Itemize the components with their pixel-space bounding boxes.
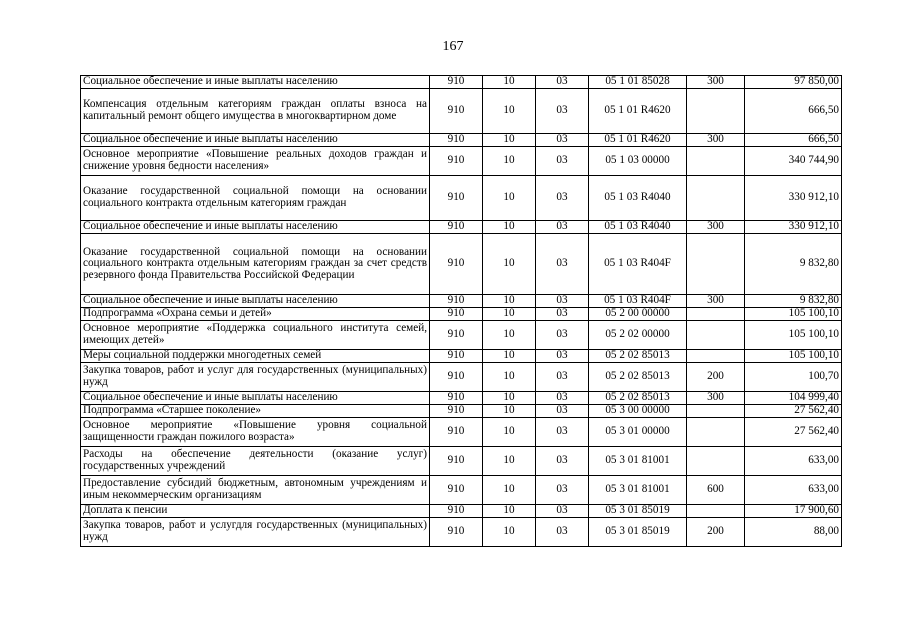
amount: 100,70 bbox=[745, 363, 842, 392]
ministry-code: 910 bbox=[430, 308, 483, 321]
ministry-code: 910 bbox=[430, 89, 483, 134]
expense-type bbox=[687, 147, 745, 176]
ministry-code: 910 bbox=[430, 447, 483, 476]
section-code: 10 bbox=[483, 392, 536, 405]
target-article: 05 1 03 00000 bbox=[589, 147, 687, 176]
table-row bbox=[81, 505, 842, 518]
row-name: Социальное обеспечение и иные выплаты населению bbox=[81, 392, 430, 405]
amount: 27 562,40 bbox=[745, 405, 842, 418]
target-article: 05 2 02 85013 bbox=[589, 363, 687, 392]
target-article: 05 1 03 R4040 bbox=[589, 221, 687, 234]
ministry-code: 910 bbox=[430, 295, 483, 308]
row-name: Социальное обеспечение и иные выплаты населению bbox=[81, 134, 430, 147]
ministry-code: 910 bbox=[430, 176, 483, 221]
target-article: 05 1 01 R4620 bbox=[589, 134, 687, 147]
table-row bbox=[81, 518, 842, 547]
expense-type bbox=[687, 447, 745, 476]
table-row bbox=[81, 476, 842, 505]
expense-type bbox=[687, 176, 745, 221]
section-code: 10 bbox=[483, 76, 536, 89]
subsection-code: 03 bbox=[536, 447, 589, 476]
row-name: Оказание государственной социальной помощи на основании социального контракта отдельным категориям граждан bbox=[81, 176, 430, 221]
section-code: 10 bbox=[483, 418, 536, 447]
section-code: 10 bbox=[483, 350, 536, 363]
subsection-code: 03 bbox=[536, 221, 589, 234]
target-article: 05 1 03 R4040 bbox=[589, 176, 687, 221]
subsection-code: 03 bbox=[536, 308, 589, 321]
section-code: 10 bbox=[483, 89, 536, 134]
target-article: 05 3 00 00000 bbox=[589, 405, 687, 418]
target-article: 05 2 02 00000 bbox=[589, 321, 687, 350]
section-code: 10 bbox=[483, 308, 536, 321]
table-row bbox=[81, 134, 842, 147]
ministry-code: 910 bbox=[430, 76, 483, 89]
page-number: 167 bbox=[442, 39, 464, 54]
budget-table-body bbox=[81, 76, 842, 547]
section-code: 10 bbox=[483, 476, 536, 505]
amount: 9 832,80 bbox=[745, 234, 842, 295]
amount: 330 912,10 bbox=[745, 221, 842, 234]
table-row bbox=[81, 418, 842, 447]
target-article: 05 3 01 81001 bbox=[589, 476, 687, 505]
expense-type: 300 bbox=[687, 134, 745, 147]
table-row bbox=[81, 89, 842, 134]
table-row bbox=[81, 147, 842, 176]
target-article: 05 3 01 85019 bbox=[589, 518, 687, 547]
section-code: 10 bbox=[483, 447, 536, 476]
row-name: Закупка товаров, работ и услуг для государственных (муниципальных) нужд bbox=[81, 363, 430, 392]
ministry-code: 910 bbox=[430, 418, 483, 447]
table-row bbox=[81, 321, 842, 350]
row-name: Меры социальной поддержки многодетных семей bbox=[81, 350, 430, 363]
target-article: 05 3 01 81001 bbox=[589, 447, 687, 476]
subsection-code: 03 bbox=[536, 89, 589, 134]
ministry-code: 910 bbox=[430, 518, 483, 547]
target-article: 05 2 00 00000 bbox=[589, 308, 687, 321]
expense-type bbox=[687, 350, 745, 363]
table-row bbox=[81, 447, 842, 476]
ministry-code: 910 bbox=[430, 321, 483, 350]
section-code: 10 bbox=[483, 221, 536, 234]
section-code: 10 bbox=[483, 405, 536, 418]
table-row bbox=[81, 76, 842, 89]
target-article: 05 1 03 R404F bbox=[589, 234, 687, 295]
expense-type: 300 bbox=[687, 76, 745, 89]
subsection-code: 03 bbox=[536, 350, 589, 363]
row-name: Основное мероприятие «Повышение уровня социальной защищенности граждан пожилого возраста» bbox=[81, 418, 430, 447]
amount: 666,50 bbox=[745, 134, 842, 147]
expense-type: 300 bbox=[687, 295, 745, 308]
amount: 104 999,40 bbox=[745, 392, 842, 405]
subsection-code: 03 bbox=[536, 321, 589, 350]
section-code: 10 bbox=[483, 234, 536, 295]
section-code: 10 bbox=[483, 518, 536, 547]
section-code: 10 bbox=[483, 505, 536, 518]
target-article: 05 1 01 85028 bbox=[589, 76, 687, 89]
amount: 105 100,10 bbox=[745, 350, 842, 363]
subsection-code: 03 bbox=[536, 518, 589, 547]
ministry-code: 910 bbox=[430, 392, 483, 405]
row-name: Компенсация отдельным категориям граждан оплаты взноса на капитальный ремонт общего имущества в многоквартирном доме bbox=[81, 89, 430, 134]
amount: 9 832,80 bbox=[745, 295, 842, 308]
amount: 666,50 bbox=[745, 89, 842, 134]
expense-type bbox=[687, 234, 745, 295]
expense-type bbox=[687, 89, 745, 134]
section-code: 10 bbox=[483, 176, 536, 221]
row-name: Оказание государственной социальной помощи на основании социального контракта отдельным категориям граждан за счет средств резервного фонда Правительства Российской Федерации bbox=[81, 234, 430, 295]
ministry-code: 910 bbox=[430, 234, 483, 295]
ministry-code: 910 bbox=[430, 221, 483, 234]
section-code: 10 bbox=[483, 134, 536, 147]
expense-type bbox=[687, 505, 745, 518]
amount: 97 850,00 bbox=[745, 76, 842, 89]
ministry-code: 910 bbox=[430, 505, 483, 518]
subsection-code: 03 bbox=[536, 76, 589, 89]
subsection-code: 03 bbox=[536, 476, 589, 505]
table-row bbox=[81, 308, 842, 321]
row-name: Закупка товаров, работ и услугдля государственных (муниципальных) нужд bbox=[81, 518, 430, 547]
table-row bbox=[81, 295, 842, 308]
expense-type: 600 bbox=[687, 476, 745, 505]
table-row bbox=[81, 234, 842, 295]
table-row bbox=[81, 392, 842, 405]
amount: 105 100,10 bbox=[745, 321, 842, 350]
subsection-code: 03 bbox=[536, 134, 589, 147]
target-article: 05 2 02 85013 bbox=[589, 350, 687, 363]
section-code: 10 bbox=[483, 363, 536, 392]
row-name: Основное мероприятие «Повышение реальных доходов граждан и снижение уровня бедности населения» bbox=[81, 147, 430, 176]
table-row bbox=[81, 176, 842, 221]
row-name: Расходы на обеспечение деятельности (оказание услуг) государственных учреждений bbox=[81, 447, 430, 476]
ministry-code: 910 bbox=[430, 405, 483, 418]
amount: 27 562,40 bbox=[745, 418, 842, 447]
section-code: 10 bbox=[483, 295, 536, 308]
row-name: Предоставление субсидий бюджетным, автономным учреждениям и иным некоммерческим организациям bbox=[81, 476, 430, 505]
amount: 105 100,10 bbox=[745, 308, 842, 321]
table-row bbox=[81, 350, 842, 363]
row-name: Социальное обеспечение и иные выплаты населению bbox=[81, 221, 430, 234]
ministry-code: 910 bbox=[430, 476, 483, 505]
budget-table bbox=[80, 75, 842, 547]
expense-type bbox=[687, 308, 745, 321]
ministry-code: 910 bbox=[430, 134, 483, 147]
target-article: 05 1 01 R4620 bbox=[589, 89, 687, 134]
expense-type: 200 bbox=[687, 518, 745, 547]
subsection-code: 03 bbox=[536, 234, 589, 295]
table-row bbox=[81, 221, 842, 234]
row-name: Доплата к пенсии bbox=[81, 505, 430, 518]
expense-type bbox=[687, 418, 745, 447]
amount: 330 912,10 bbox=[745, 176, 842, 221]
expense-type bbox=[687, 405, 745, 418]
subsection-code: 03 bbox=[536, 405, 589, 418]
ministry-code: 910 bbox=[430, 350, 483, 363]
ministry-code: 910 bbox=[430, 147, 483, 176]
expense-type: 200 bbox=[687, 363, 745, 392]
target-article: 05 3 01 85019 bbox=[589, 505, 687, 518]
row-name: Социальное обеспечение и иные выплаты населению bbox=[81, 295, 430, 308]
ministry-code: 910 bbox=[430, 363, 483, 392]
subsection-code: 03 bbox=[536, 147, 589, 176]
subsection-code: 03 bbox=[536, 363, 589, 392]
expense-type bbox=[687, 321, 745, 350]
table-row bbox=[81, 363, 842, 392]
table-row bbox=[81, 405, 842, 418]
amount: 633,00 bbox=[745, 447, 842, 476]
target-article: 05 2 02 85013 bbox=[589, 392, 687, 405]
amount: 633,00 bbox=[745, 476, 842, 505]
target-article: 05 1 03 R404F bbox=[589, 295, 687, 308]
subsection-code: 03 bbox=[536, 418, 589, 447]
subsection-code: 03 bbox=[536, 392, 589, 405]
expense-type: 300 bbox=[687, 392, 745, 405]
subsection-code: 03 bbox=[536, 295, 589, 308]
row-name: Основное мероприятие «Поддержка социального института семей, имеющих детей» bbox=[81, 321, 430, 350]
amount: 88,00 bbox=[745, 518, 842, 547]
subsection-code: 03 bbox=[536, 176, 589, 221]
expense-type: 300 bbox=[687, 221, 745, 234]
amount: 340 744,90 bbox=[745, 147, 842, 176]
section-code: 10 bbox=[483, 321, 536, 350]
section-code: 10 bbox=[483, 147, 536, 176]
row-name: Подпрограмма «Охрана семьи и детей» bbox=[81, 308, 430, 321]
row-name: Подпрограмма «Старшее поколение» bbox=[81, 405, 430, 418]
subsection-code: 03 bbox=[536, 505, 589, 518]
target-article: 05 3 01 00000 bbox=[589, 418, 687, 447]
row-name: Социальное обеспечение и иные выплаты населению bbox=[81, 76, 430, 89]
amount: 17 900,60 bbox=[745, 505, 842, 518]
